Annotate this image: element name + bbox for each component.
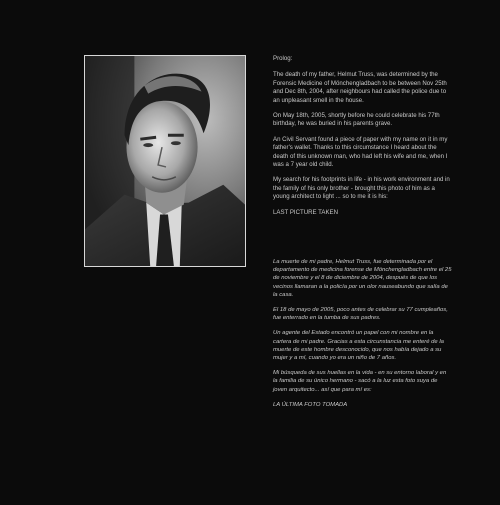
english-paragraph-2: On May 18th, 2005, shortly before he could celebrate his 77th birthday, he was buried in his parents grave. bbox=[273, 112, 440, 128]
spanish-paragraph-3: Un agente del Estado encontró un papel con mi nombre en la cartera de mi padre. Gracias a esta circunstancia me enteré de la muerte de este hombre desconocido, que nos había dejado a su mujer y a mí, cuando yo era un niño de 7 años. bbox=[273, 330, 444, 362]
english-paragraph-3: An Civil Servant found a piece of paper with my name on it in my father's wallet. Thanks to this circumstance I heard about the death of this unknown man, who had left his wife and me, when I was a 7 year old child. bbox=[273, 135, 448, 169]
english-paragraph-1: The death of my father, Helmut Truss, was determined by the Forensic Medicine of Mönchengladbach to be between Nov 25th and Dec 8th, 2004, after neighbours had called the police due to an unpleasant smell in the house. bbox=[273, 71, 447, 104]
prolog-heading: Prolog: bbox=[273, 55, 293, 62]
english-last-picture: LAST PICTURE TAKEN bbox=[273, 208, 339, 216]
spanish-paragraph-2: El 18 de mayo de 2005, poco antes de celebrar su 77 cumpleaños, fue enterrado en la tumba de sus padres. bbox=[273, 307, 448, 322]
spanish-paragraph-1: La muerte de mi padre, Helmut Truss, fue determinada por el departamento de medicina forense de Mönchengladbach entre el 25 de noviembre y el 8 de diciembre de 2004, después de que los vecinos llamaran a la policía por un olor nauseabundo que salía de la casa. bbox=[273, 259, 452, 298]
english-paragraph-4: My search for his footprints in life - in his work environment and in the family of his only brother - brought this photo of him as a young architect to light ... so to me it is his: bbox=[273, 176, 450, 201]
english-text bbox=[273, 55, 452, 224]
spanish-text bbox=[273, 258, 452, 416]
spanish-paragraph-4: Mi búsqueda de sus huellas en la vida - en su entorno laboral y en la familia de su único hermano - sacó a la luz esta foto suya de joven arquitecto... así que para mí es: bbox=[273, 370, 447, 393]
portrait-photo-icon bbox=[85, 56, 245, 266]
portrait-photo bbox=[84, 55, 246, 267]
spanish-last-picture: LA ÚLTIMA FOTO TOMADA bbox=[273, 401, 348, 408]
